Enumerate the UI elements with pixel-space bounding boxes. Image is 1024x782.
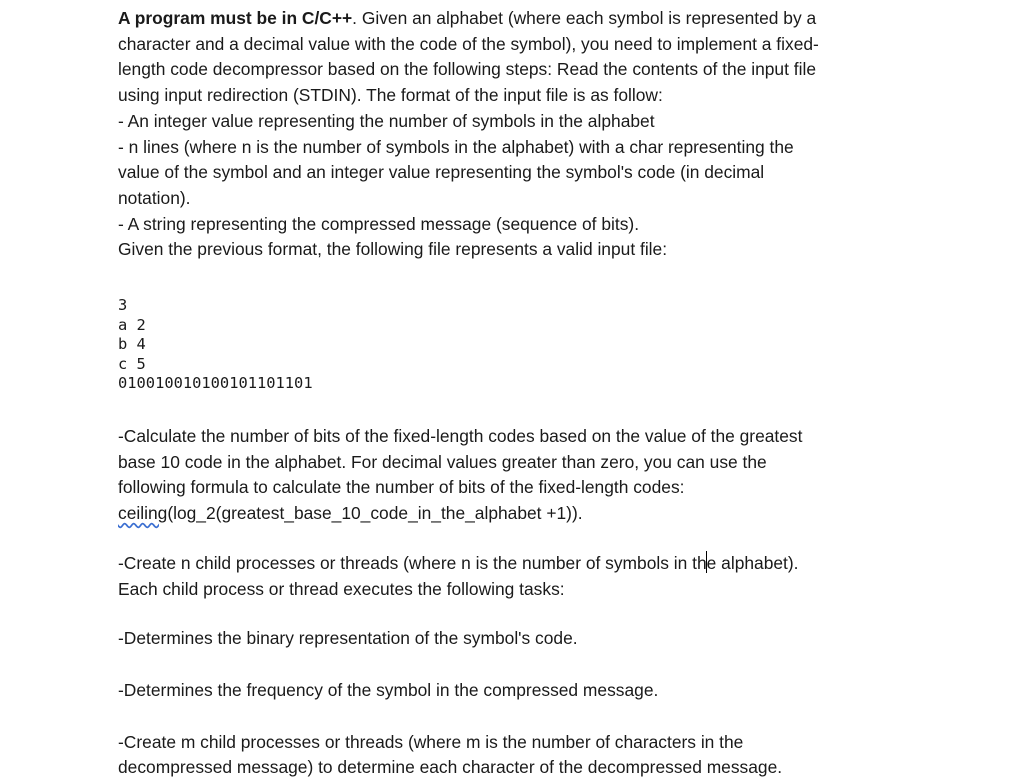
format-item-symbols-1: - n lines (where n is the number of symbols in the alphabet) with a char representing the bbox=[118, 136, 794, 157]
formula-line bbox=[118, 501, 908, 527]
intro-line-1 bbox=[118, 6, 908, 32]
intro-closing-line: Given the previous format, the following file represents a valid input file: bbox=[118, 239, 668, 260]
intro-line-2: character and a decimal value with the code of the symbol), you need to implement a fixed- bbox=[118, 33, 819, 54]
step-children-text-before-caret: -Create n child processes or threads (where n is the number of symbols in th bbox=[118, 552, 707, 573]
step-bits-line-3: following formula to calculate the number of bits of the fixed-length codes: bbox=[118, 477, 685, 498]
task-frequency-paragraph bbox=[118, 678, 908, 704]
step-children-line-1 bbox=[118, 551, 908, 577]
example-symbol-a: a 2 bbox=[118, 315, 146, 334]
format-item-symbols-2: value of the symbol and an integer value representing the symbol's code (in decimal bbox=[118, 162, 765, 183]
intro-line-3: length code decompressor based on the following steps: Read the contents of the input file bbox=[118, 59, 817, 80]
step-bits-paragraph bbox=[118, 424, 908, 527]
task-binary-paragraph bbox=[118, 626, 908, 652]
task-frequency-line: -Determines the frequency of the symbol in the compressed message. bbox=[118, 679, 659, 700]
step-bits-line-2: base 10 code in the alphabet. For decimal values greater than zero, you can use the bbox=[118, 451, 767, 472]
task-decompress-paragraph bbox=[118, 730, 908, 781]
example-compressed-message: 010010010100101101101 bbox=[118, 374, 313, 393]
intro-line-4: using input redirection (STDIN). The format of the input file is as follow: bbox=[118, 85, 663, 106]
format-item-count: - An integer value representing the number of symbols in the alphabet bbox=[118, 110, 655, 131]
step-bits-line-1: -Calculate the number of bits of the fixed-length codes based on the value of the greatest bbox=[118, 426, 803, 446]
intro-bold-lead: A program must be in C/C++ bbox=[118, 8, 353, 28]
spellcheck-underlined-word[interactable]: ceiling bbox=[118, 503, 168, 524]
task-decompress-line-2: decompressed message) to determine each character of the decompressed message. bbox=[118, 757, 783, 778]
example-symbol-b: b 4 bbox=[118, 335, 146, 354]
step-children-line-2: Each child process or thread executes the following tasks: bbox=[118, 578, 565, 599]
formula-rest: (log_2(greatest_base_10_code_in_the_alphabet +1)). bbox=[167, 503, 583, 524]
example-symbol-c: c 5 bbox=[118, 354, 146, 373]
example-input-file bbox=[118, 296, 908, 394]
step-children-paragraph bbox=[118, 551, 908, 602]
task-decompress-line-1: -Create m child processes or threads (where m is the number of characters in the bbox=[118, 731, 744, 752]
format-item-symbols-3: notation). bbox=[118, 187, 191, 208]
step-children-text-after-caret: e alphabet). bbox=[706, 552, 799, 573]
intro-paragraph bbox=[118, 6, 908, 263]
example-symbol-count: 3 bbox=[118, 296, 128, 315]
task-binary-line: -Determines the binary representation of the symbol's code. bbox=[118, 628, 578, 649]
format-item-message: - A string representing the compressed message (sequence of bits). bbox=[118, 213, 640, 234]
document-body bbox=[118, 6, 908, 781]
intro-line-1-rest: . Given an alphabet (where each symbol is represented by a bbox=[352, 8, 817, 28]
